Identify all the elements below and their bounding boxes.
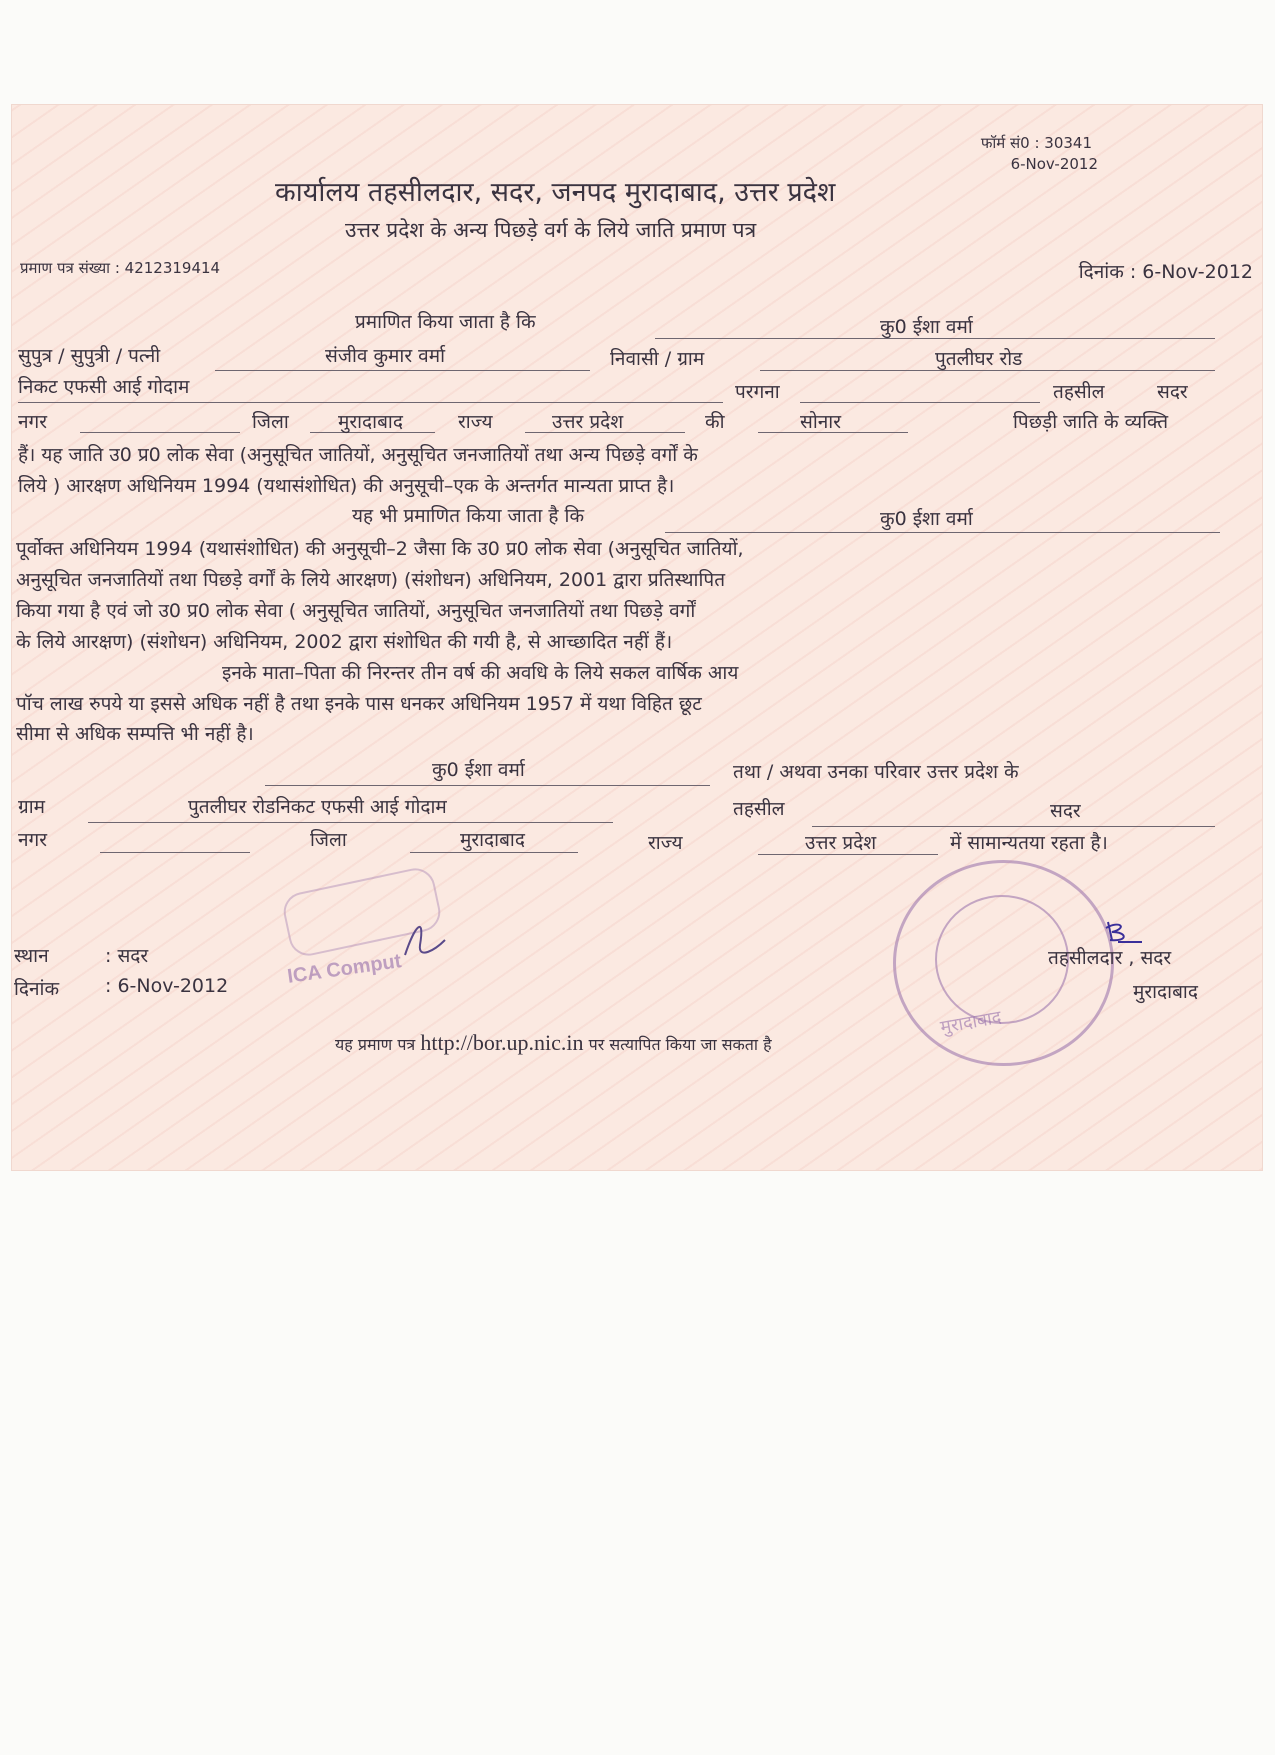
form-number: फॉर्म सं0 : 30341: [980, 134, 1092, 152]
backward-class-label: पिछड़ी जाति के व्यक्ति: [1013, 411, 1169, 433]
district-name-2: मुरादाबाद: [460, 829, 525, 851]
footer-date-value: : 6-Nov-2012: [105, 975, 229, 997]
village-name: पुतलीघर रोड: [935, 348, 1023, 370]
address-line: निकट एफसी आई गोदाम: [18, 376, 190, 398]
verify-prefix: यह प्रमाण पत्र: [335, 1035, 416, 1054]
signature-left: [400, 905, 450, 965]
state-label-2: राज्य: [648, 832, 683, 854]
district-label-2: जिला: [310, 829, 347, 851]
nagar-label: नगर: [18, 411, 48, 433]
verify-note: [335, 1030, 772, 1056]
certified-intro: प्रमाणित किया जाता है कि: [355, 311, 536, 333]
para1-line1: हैं। यह जाति उ0 प्र0 लोक सेवा (अनुसूचित जातियों, अनुसूचित जनजातियों तथा अन्य पिछड़े वर्गों के: [18, 444, 698, 466]
holder-name-2: कु0 ईशा वर्मा: [880, 508, 973, 530]
office-title: कार्यालय तहसीलदार, सदर, जनपद मुरादाबाद, उत्तर प्रदेश: [275, 177, 836, 208]
residence-end: में सामान्यतया रहता है।: [950, 832, 1108, 854]
resident-label: निवासी / ग्राम: [610, 348, 705, 370]
caste-name: सोनार: [800, 411, 842, 433]
issue-date: दिनांक : 6-Nov-2012: [1078, 261, 1253, 283]
gram-label: ग्राम: [18, 796, 45, 818]
tehsil-name-2: सदर: [1050, 800, 1081, 822]
para2-line1: पूर्वोक्त अधिनियम 1994 (यथासंशोधित) की अनुसूची–2 जैसा कि उ0 प्र0 लोक सेवा (अनुसूचित जातियों,: [16, 538, 744, 560]
family-label: तथा / अथवा उनका परिवार उत्तर प्रदेश के: [733, 761, 1019, 783]
parent-name: संजीव कुमार वर्मा: [325, 345, 445, 367]
verify-suffix: पर सत्यापित किया जा सकता है: [588, 1035, 772, 1054]
also-certified: यह भी प्रमाणित किया जाता है कि: [352, 505, 585, 527]
para3-line3: सीमा से अधिक सम्पत्ति भी नहीं है।: [16, 723, 254, 745]
signatory-title: तहसीलदार , सदर: [1048, 947, 1172, 969]
relation-label: सुपुत्र / सुपुत्री / पत्नी: [18, 345, 161, 367]
holder-name-3: कु0 ईशा वर्मा: [432, 759, 525, 781]
certificate-title: उत्तर प्रदेश के अन्य पिछड़े वर्ग के लिये जाति प्रमाण पत्र: [345, 218, 757, 242]
state-name-2: उत्तर प्रदेश: [805, 832, 877, 854]
seal-text: मुरादाबाद: [938, 1006, 1003, 1039]
certificate-number: प्रमाण पत्र संख्या : 4212319414: [20, 259, 221, 277]
para3-line1: इनके माता–पिता की निरन्तर तीन वर्ष की अवधि के लिये सकल वार्षिक आय: [222, 662, 739, 684]
place-value: : सदर: [105, 945, 149, 967]
tehsil-label: तहसील: [1053, 381, 1105, 403]
full-address: पुतलीघर रोडनिकट एफसी आई गोदाम: [188, 796, 447, 818]
pargana-label: परगना: [735, 381, 780, 403]
tehsil-name: सदर: [1157, 381, 1188, 403]
para2-line3: किया गया है एवं जो उ0 प्र0 लोक सेवा ( अनुसूचित जातियों, अनुसूचित जनजातियों तथा पिछड़े वर्गों: [16, 600, 696, 622]
district-label: जिला: [252, 411, 289, 433]
district-name: मुरादाबाद: [338, 411, 403, 433]
footer-date-label: दिनांक: [14, 978, 60, 1000]
para3-line2: पॉच लाख रुपये या इससे अधिक नहीं है तथा इनके पास धनकर अधिनियम 1957 में यथा विहित छूट: [16, 693, 702, 715]
para1-line2: लिये ) आरक्षण अधिनियम 1994 (यथासंशोधित) की अनुसूची–एक के अन्तर्गत मान्यता प्राप्त है।: [18, 475, 675, 497]
holder-name: कु0 ईशा वर्मा: [880, 316, 973, 338]
stamp-text: ICA Comput: [285, 950, 403, 988]
para2-line4: के लिये आरक्षण) (संशोधन) अधिनियम, 2002 द्वारा संशोधित की गयी है, से आच्छादित नहीं हैं।: [16, 631, 673, 653]
form-date: 6-Nov-2012: [1010, 155, 1098, 173]
verify-url[interactable]: http://bor.up.nic.in: [420, 1030, 584, 1055]
para2-line2: अनुसूचित जनजातियों तथा पिछड़े वर्गों के लिये आरक्षण) (संशोधन) अधिनियम, 2001 द्वारा प्रतिस्थापित: [16, 569, 726, 591]
place-label: स्थान: [14, 945, 49, 967]
of-label: की: [705, 411, 725, 433]
nagar-label-2: नगर: [18, 829, 48, 851]
tehsil-label-2: तहसील: [733, 798, 785, 820]
signatory-place: मुरादाबाद: [1133, 981, 1198, 1003]
state-label: राज्य: [458, 411, 493, 433]
state-name: उत्तर प्रदेश: [552, 411, 624, 433]
